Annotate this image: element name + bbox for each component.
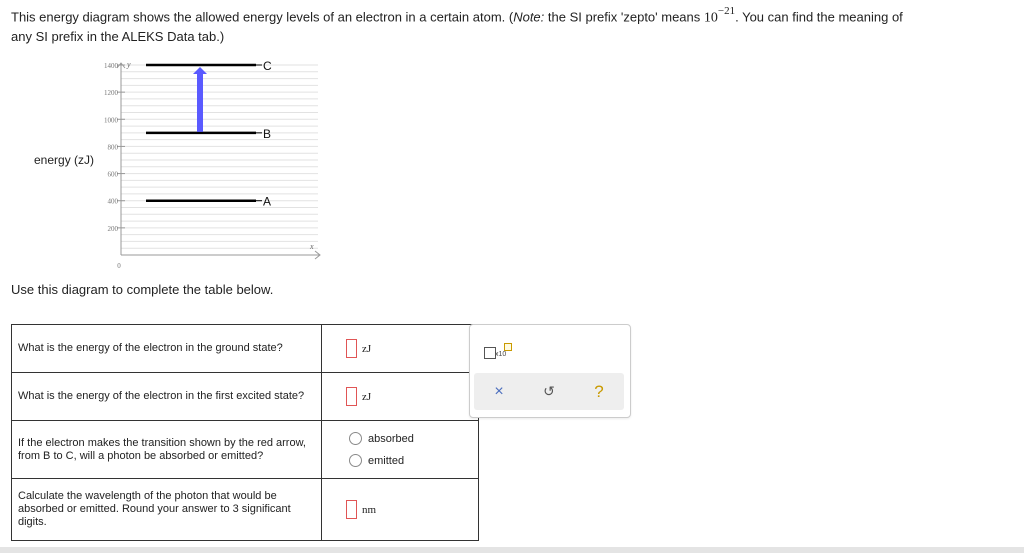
diagram-grid xyxy=(121,65,318,248)
table-row xyxy=(12,421,479,479)
absorbed-radio[interactable] xyxy=(349,432,362,445)
tick-label: 400 xyxy=(107,197,118,206)
radio-label: emitted xyxy=(368,454,405,467)
tick-label: 200 xyxy=(107,224,118,233)
arrow-shaft xyxy=(197,72,203,132)
answer-cell xyxy=(322,421,479,479)
x10-label: x10 xyxy=(495,351,507,358)
intro-line-2: any SI prefix in the ALEKS Data tab.) xyxy=(11,29,225,45)
row-prompt: If the electron makes the transition shown by the red arrow, from B to C, will a photon be absorbed or emitted? xyxy=(12,421,322,479)
level-label-a: A xyxy=(263,194,272,209)
note-label: Note: xyxy=(513,9,545,25)
help-icon[interactable]: ? xyxy=(594,381,604,401)
transition-arrow xyxy=(193,67,207,132)
answer-tools-panel xyxy=(469,324,631,418)
row-prompt: What is the energy of the electron in the first excited state? xyxy=(12,373,322,421)
table-instructions: Use this diagram to complete the table below. xyxy=(11,282,274,297)
tick-label: 1200 xyxy=(104,89,118,98)
unit-label: zJ xyxy=(362,342,372,355)
intro-line-1 xyxy=(11,4,1011,27)
energy-levels xyxy=(146,59,272,209)
ground-state-energy-input[interactable] xyxy=(346,339,357,358)
scientific-notation-button[interactable] xyxy=(482,341,512,361)
question-table xyxy=(11,324,479,541)
tick-label: 1000 xyxy=(104,116,118,125)
row-prompt: What is the energy of the electron in the ground state? xyxy=(12,325,322,373)
y-axis-ticks xyxy=(104,62,125,270)
footer-bar xyxy=(0,547,1024,553)
wavelength-input[interactable] xyxy=(346,500,357,519)
x-axis-variable: x xyxy=(310,242,314,251)
undo-icon[interactable]: ↺ xyxy=(543,383,555,399)
tool-button-row xyxy=(474,373,624,410)
y-axis-variable: y xyxy=(127,60,131,69)
tick-label: 0 xyxy=(117,262,121,270)
power-base: 10 xyxy=(703,10,718,26)
tick-label: 600 xyxy=(107,170,118,179)
level-label-c: C xyxy=(263,59,272,73)
table-row xyxy=(12,325,479,373)
exponent-box-icon xyxy=(504,343,512,351)
power-exponent: −21 xyxy=(717,5,736,17)
arrow-head xyxy=(193,67,207,74)
question-intro xyxy=(11,4,1011,46)
intro-text-b: the SI prefix 'zepto' means xyxy=(544,9,704,25)
emitted-option[interactable] xyxy=(349,450,478,472)
emitted-radio[interactable] xyxy=(349,454,362,467)
absorbed-option[interactable] xyxy=(349,428,478,450)
radio-label: absorbed xyxy=(368,432,414,445)
answer-cell xyxy=(322,325,479,373)
energy-diagram xyxy=(0,50,330,275)
intro-text-c: . You can find the meaning of xyxy=(735,9,903,25)
answer-cell xyxy=(322,373,479,421)
unit-label: nm xyxy=(362,503,377,516)
table-row xyxy=(12,373,479,421)
tick-label: 1400 xyxy=(104,62,118,70)
tick-label: 800 xyxy=(107,143,118,152)
intro-text-a: This energy diagram shows the allowed energy levels of an electron in a certain atom. ( xyxy=(11,9,514,25)
clear-icon[interactable]: × xyxy=(494,382,504,400)
y-axis-label: energy (zJ) xyxy=(34,153,95,167)
unit-label: zJ xyxy=(362,390,372,403)
answer-cell xyxy=(322,479,479,541)
first-excited-energy-input[interactable] xyxy=(346,387,357,406)
level-label-b: B xyxy=(263,126,272,141)
row-prompt: Calculate the wavelength of the photon that would be absorbed or emitted. Round your answer to 3 significant digits. xyxy=(12,479,322,541)
table-row xyxy=(12,479,479,541)
